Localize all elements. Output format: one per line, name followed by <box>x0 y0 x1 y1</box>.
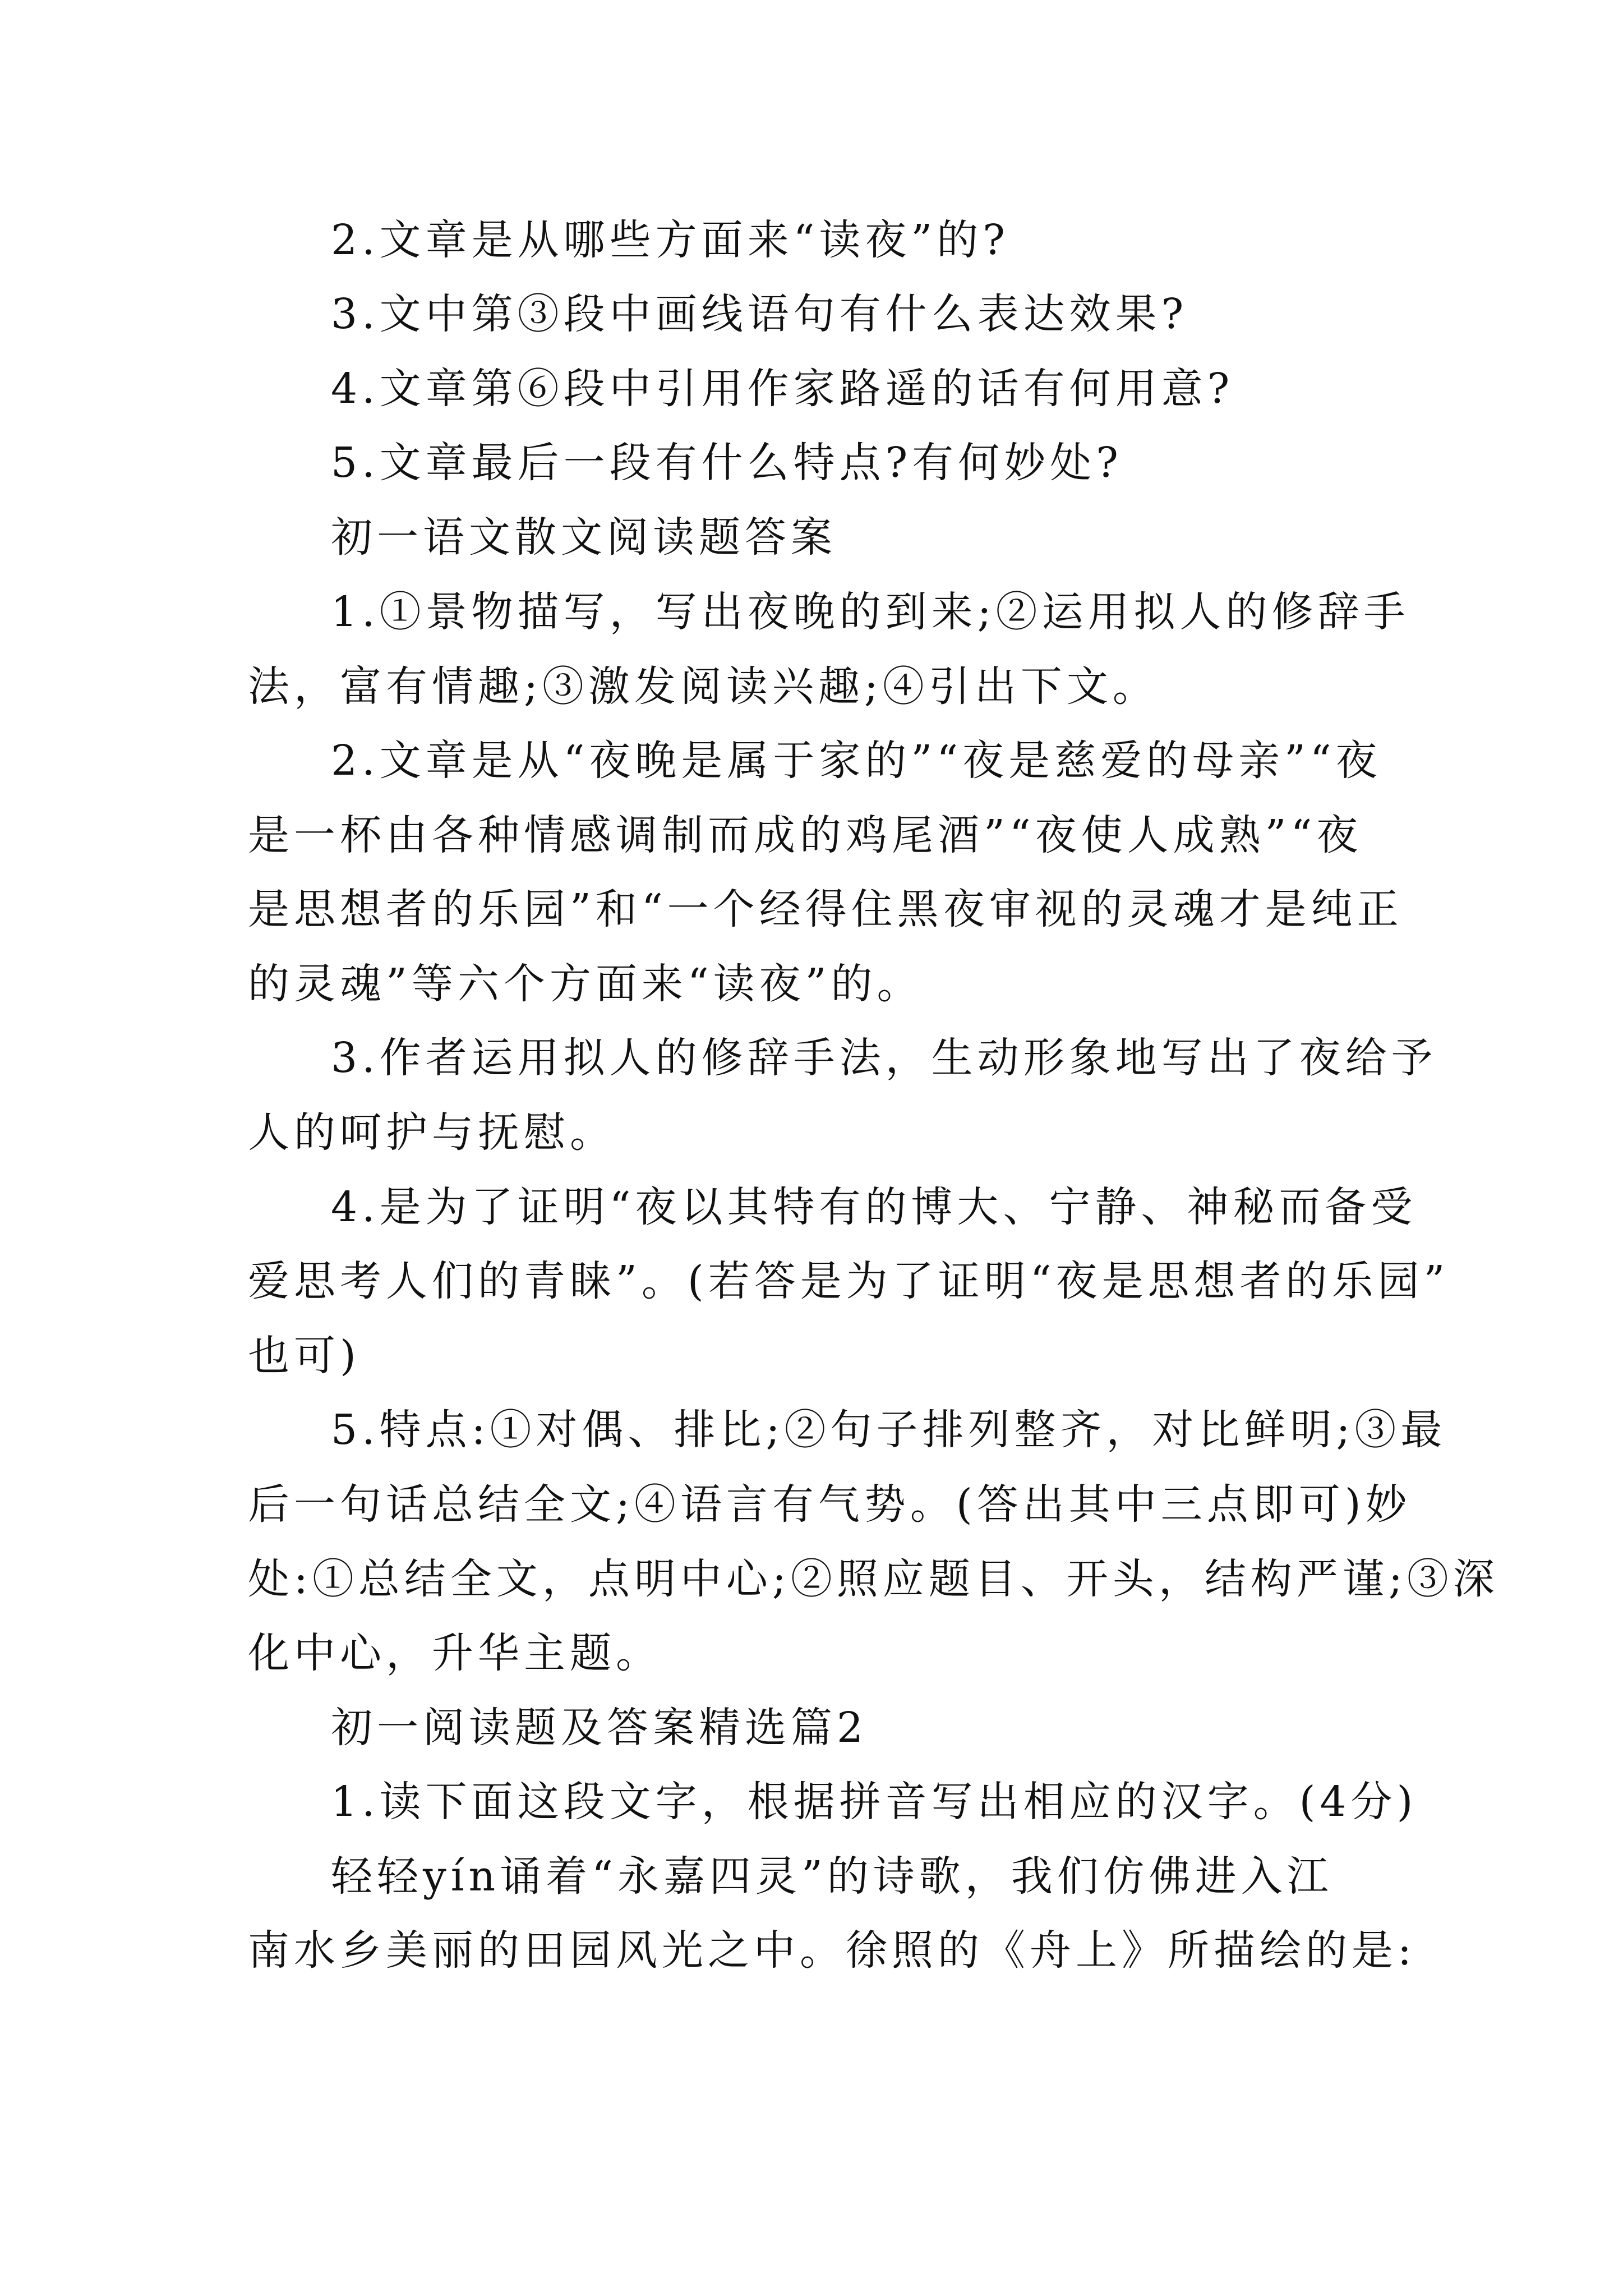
answer-5-line-3: 处:①总结全文，点明中心;②照应题目、开头，结构严谨;③深 <box>248 1555 1499 1603</box>
answer-1-line-2: 法，富有情趣;③激发阅读兴趣;④引出下文。 <box>248 662 1159 711</box>
answer-1-line-1: 1.①景物描写，写出夜晚的到来;②运用拟人的修辞手 <box>331 588 1410 636</box>
question-4: 4.文章第⑥段中引用作家路遥的话有何用意? <box>331 365 1234 413</box>
answer-5-line-4: 化中心，升华主题。 <box>248 1629 662 1677</box>
question-2: 2.文章是从哪些方面来“读夜”的? <box>331 216 1009 264</box>
section-heading-part-2: 初一阅读题及答案精选篇2 <box>331 1704 868 1752</box>
exercise-1-instruction: 1.读下面这段文字，根据拼音写出相应的汉字。(4分) <box>331 1778 1418 1826</box>
answer-4-line-1: 4.是为了证明“夜以其特有的博大、宁静、神秘而备受 <box>331 1183 1417 1231</box>
question-5: 5.文章最后一段有什么特点?有何妙处? <box>331 439 1123 487</box>
exercise-1-text-line-1: 轻轻yín诵着“永嘉四灵”的诗歌，我们仿佛进入江 <box>331 1852 1333 1901</box>
answer-4-line-3: 也可) <box>248 1332 361 1380</box>
answer-3-line-2: 人的呵护与抚慰。 <box>248 1108 616 1157</box>
answers-heading: 初一语文散文阅读题答案 <box>331 513 837 562</box>
exercise-1-text-line-2: 南水乡美丽的田园风光之中。徐照的《舟上》所描绘的是: <box>248 1926 1416 1975</box>
answer-4-line-2: 爱思考人们的青睐”。(若答是为了证明“夜是思想者的乐园” <box>248 1257 1450 1305</box>
answer-2-line-1: 2.文章是从“夜晚是属于家的”“夜是慈爱的母亲”“夜 <box>331 737 1382 785</box>
answer-5-line-2: 后一句话总结全文;④语言有气势。(答出其中三点即可)妙 <box>248 1480 1412 1529</box>
question-3: 3.文中第③段中画线语句有什么表达效果? <box>331 290 1188 338</box>
answer-2-line-2: 是一杯由各种情感调制而成的鸡尾酒”“夜使人成熟”“夜 <box>248 811 1363 859</box>
answer-3-line-1: 3.作者运用拟人的修辞手法，生动形象地写出了夜给予 <box>331 1034 1437 1082</box>
answer-2-line-3: 是思想者的乐园”和“一个经得住黑夜审视的灵魂才是纯正 <box>248 885 1403 933</box>
answer-5-line-1: 5.特点:①对偶、排比;②句子排列整齐，对比鲜明;③最 <box>331 1406 1447 1454</box>
answer-2-line-4: 的灵魂”等六个方面来“读夜”的。 <box>248 960 923 1008</box>
